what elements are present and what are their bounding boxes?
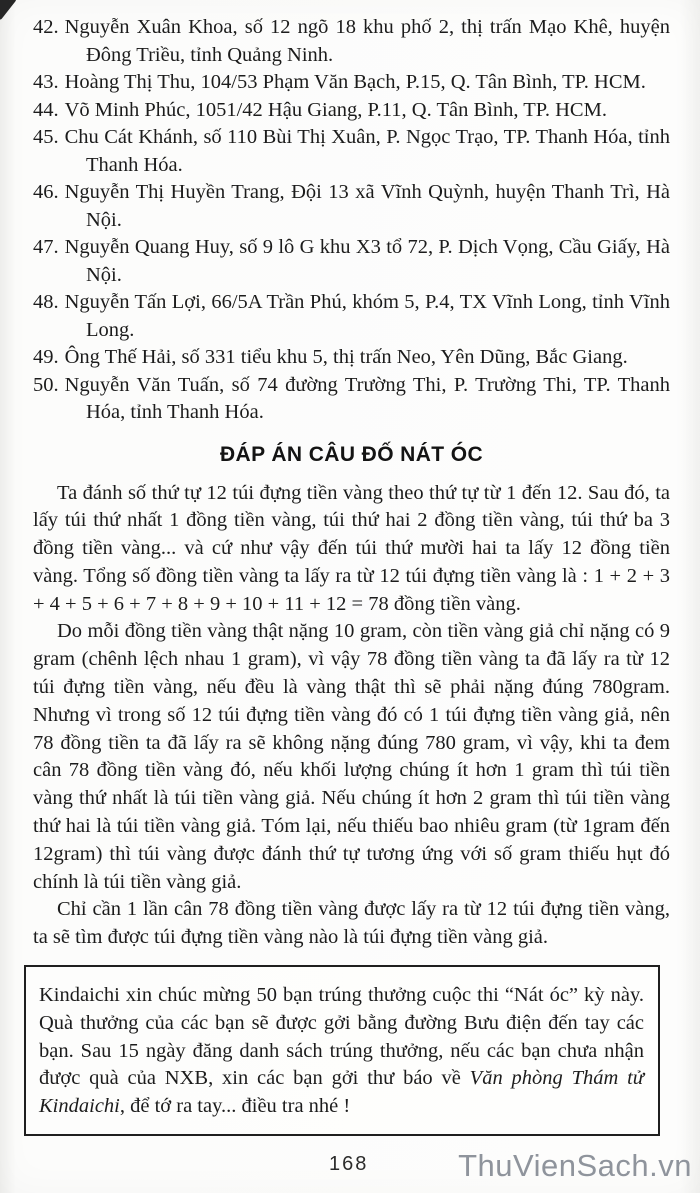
notice-text: Kindaichi xin chúc mừng 50 bạn trúng thưởng cuộc thi “Nát óc” kỳ này. Quà thưởng của các bạn sẽ được gởi bằng đường Bưu điện đến tay các bạn. Sau 15 ngày đăng danh sách trúng thưởng, nếu các bạn chưa nhận được quà của NXB, xin các bạn gởi thư báo về: [39, 984, 644, 1090]
item-text: Nguyễn Văn Tuấn, số 74 đường Trường Thi, P. Trường Thi, TP. Thanh Hóa, tỉnh Thanh Hóa.: [64, 373, 670, 423]
notice-text-end: , để tớ ra tay... điều tra nhé !: [119, 1095, 351, 1118]
item-text: Nguyễn Tấn Lợi, 66/5A Trần Phú, khóm 5, P.4, TX Vĩnh Long, tỉnh Vĩnh Long.: [64, 291, 670, 341]
watermark: ThuVienSach.vn: [458, 1148, 692, 1183]
item-number: 44.: [33, 98, 59, 121]
item-text: Ông Thế Hải, số 331 tiểu khu 5, thị trấn Neo, Yên Dũng, Bắc Giang.: [64, 346, 628, 368]
item-number: 43.: [33, 71, 59, 93]
notice-text-italic: Văn phòng Thám tử Kindaichi: [39, 1067, 644, 1118]
item-text: Chu Cát Khánh, số 110 Bùi Thị Xuân, P. Ngọc Trạo, TP. Thanh Hóa, tỉnh Thanh Hóa.: [64, 126, 670, 176]
item-number: 45.: [33, 126, 59, 148]
item-number: 48.: [33, 291, 59, 313]
notice-box: [24, 965, 660, 1136]
answer-paragraph-2: Do mỗi đồng tiền vàng thật nặng 10 gram, còn tiền vàng giả chỉ nặng có 9 gram (chênh lệch nhau 1 gram), vì vậy 78 đồng tiền vàng ta đã lấy ra từ 12 túi đựng tiền vàng, nếu đều là vàng thật thì sẽ phải nặng đúng 780gram. Nhưng vì trong số 12 túi đựng tiền vàng đó có 1 túi đựng tiền vàng giả, nên 78 đồng tiền ta đã lấy ra sẽ không nặng đúng 780 gram, vì vậy, khi ta đem cân 78 đồng tiền vàng đó, nếu khối lượng chúng ít hơn 1 gram thì túi tiền vàng thứ nhất là túi tiền vàng giả. Nếu chúng ít hơn 2 gram thì túi tiền vàng thứ hai là túi tiền vàng giả. Tóm lại, nếu thiếu bao nhiêu gram (từ 1gram đến 12gram) thì túi vàng được đánh thứ tự tương ứng với số gram thiếu hụt đó chính là túi tiền vàng giả.: [33, 620, 670, 893]
answer-section-heading: ĐÁP ÁN CÂU ĐỐ NÁT ÓC: [219, 442, 484, 466]
item-number: 46.: [33, 181, 59, 203]
answer-paragraph-3: Chỉ cần 1 lần cân 78 đồng tiền vàng được lấy ra từ 12 túi đựng tiền vàng, ta sẽ tìm được túi đựng tiền vàng nào là túi đựng tiền vàng giả.: [33, 898, 670, 949]
item-number: 42.: [33, 16, 59, 38]
item-number: 50.: [33, 373, 59, 396]
item-number: 49.: [33, 346, 59, 368]
winner-item-44: [33, 97, 670, 125]
item-text: Nguyễn Quang Huy, số 9 lô G khu X3 tổ 72, P. Dịch Vọng, Cầu Giấy, Hà Nội.: [64, 236, 670, 286]
winner-item-48: [33, 289, 670, 344]
item-number: 47.: [33, 236, 59, 258]
winner-item-42: [33, 14, 670, 69]
page-number: 168: [329, 1153, 369, 1175]
page-footer: [0, 1147, 700, 1193]
item-text: Võ Minh Phúc, 1051/42 Hậu Giang, P.11, Q. Tân Bình, TP. HCM.: [64, 98, 607, 121]
winner-item-49: [33, 344, 670, 372]
item-text: Nguyễn Xuân Khoa, số 12 ngõ 18 khu phố 2, thị trấn Mạo Khê, huyện Đông Triều, tỉnh Quảng Ninh.: [64, 16, 670, 66]
winners-list: [33, 14, 670, 427]
item-text: Nguyễn Thị Huyền Trang, Đội 13 xã Vĩnh Quỳnh, huyện Thanh Trì, Hà Nội.: [64, 181, 670, 231]
winner-item-43: [33, 69, 670, 97]
winner-item-46: [33, 179, 670, 234]
answer-paragraph-1: Ta đánh số thứ tự 12 túi đựng tiền vàng theo thứ tự từ 1 đến 12. Sau đó, ta lấy túi thứ nhất 1 đồng tiền vàng, túi thứ hai 2 đồng tiền vàng, túi thứ ba 3 đồng tiền vàng... và cứ như vậy đến túi thứ mười hai ta lấy 12 đồng tiền vàng. Tổng số đồng tiền vàng ta lấy ra từ 12 túi đựng tiền vàng là : 1 + 2 + 3 + 4 + 5 + 6 + 7 + 8 + 9 + 10 + 11 + 12 = 78 đồng tiền vàng.: [33, 481, 670, 615]
winner-item-50: [33, 372, 670, 427]
winner-item-45: [33, 124, 670, 179]
item-text: Hoàng Thị Thu, 104/53 Phạm Văn Bạch, P.15, Q. Tân Bình, TP. HCM.: [64, 71, 646, 93]
page-content: [33, 14, 670, 1136]
scan-artifact-corner: [0, 0, 17, 20]
winner-item-47: [33, 234, 670, 289]
